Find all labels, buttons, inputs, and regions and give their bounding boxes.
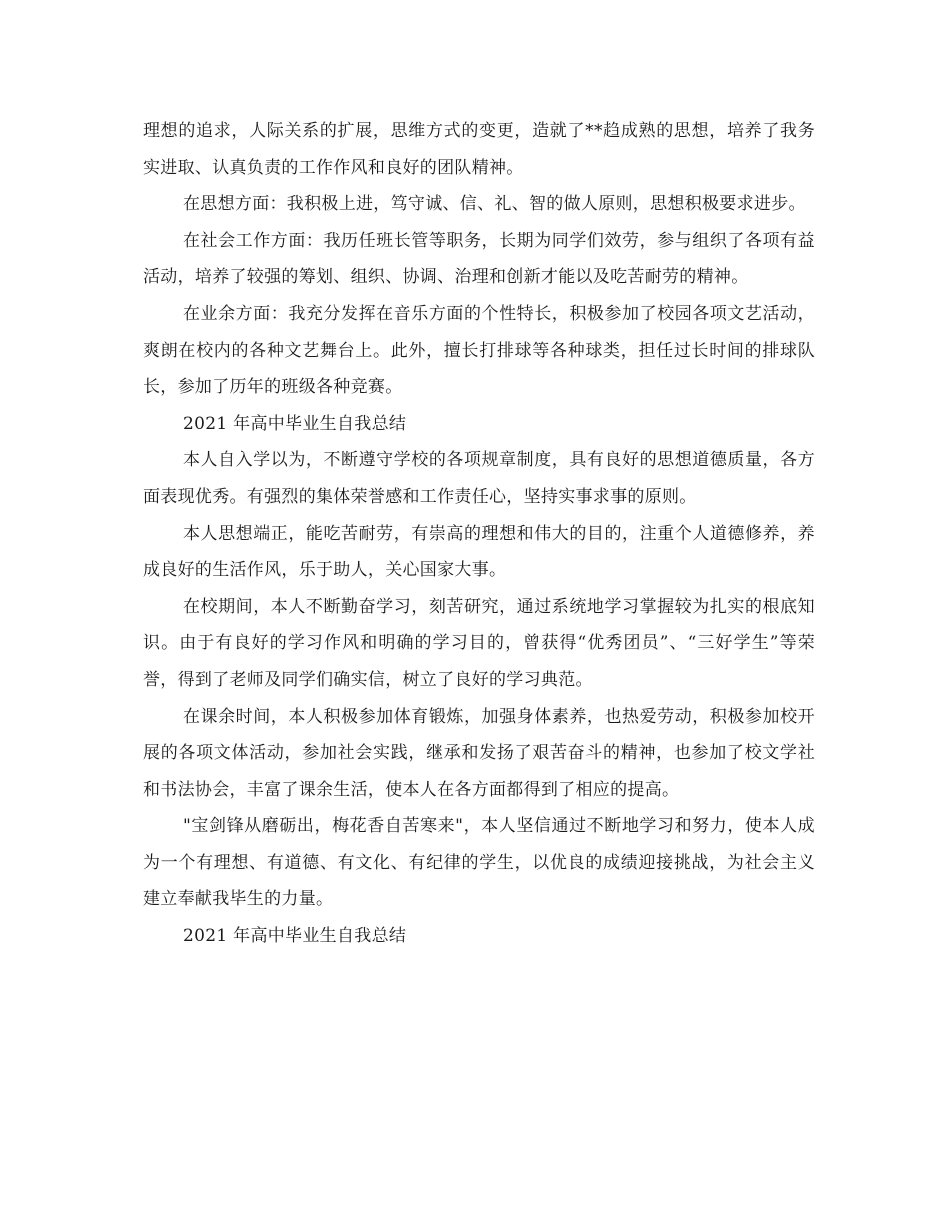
- paragraph-intro-continuation: 理想的追求，人际关系的扩展，思维方式的变更，造就了**趋成熟的思想，培养了我务实进取、认真负责的工作作风和良好的团队精神。: [143, 121, 815, 178]
- section-heading: 2021 年高中毕业生自我总结: [183, 926, 407, 947]
- document-body: [143, 113, 815, 955]
- paragraph-leisure: 在业余方面：我充分发挥在音乐方面的个性特长，积极参加了校园各项文艺活动，爽朗在校内的各种文艺舞台上。此外，擅长打排球等各种球类，担任过长时间的排球队长，参加了历年的班级各种竞赛。: [143, 303, 815, 398]
- section-heading: 2021 年高中毕业生自我总结: [183, 413, 407, 434]
- paragraph-extracurricular: 在课余时间，本人积极参加体育锻炼，加强身体素养，也热爱劳动，积极参加校开展的各项文体活动，参加社会实践，继承和发扬了艰苦奋斗的精神，也参加了校文学社和书法协会，丰富了课余生活，使本人在各方面都得到了相应的提高。: [143, 706, 815, 800]
- paragraph-study: 在校期间，本人不断勤奋学习，刻苦研究，通过系统地学习掌握较为扎实的根底知识。由于有良好的学习作风和明确的学习目的，曾获得“优秀团员”、“三好学生”等荣誉，得到了老师及同学们确实信，树立了良好的学习典范。: [143, 596, 815, 690]
- paragraph-motto: "宝剑锋从磨砺出，梅花香自苦寒来"，本人坚信通过不断地学习和努力，使本人成为一个有理想、有道德、有文化、有纪律的学生，以优良的成绩迎接挑战，为社会主义建立奉献我毕生的力量。: [143, 816, 815, 910]
- paragraph-character: 本人思想端正，能吃苦耐劳，有崇高的理想和伟大的目的，注重个人道德修养，养成良好的生活作风，乐于助人，关心国家大事。: [143, 523, 815, 581]
- paragraph-thought: 在思想方面：我积极上进，笃守诚、信、礼、智的做人原则，思想积极要求进步。: [183, 194, 806, 215]
- paragraph-social-work: 在社会工作方面：我历任班长管等职务，长期为同学们效劳，参与组织了各项有益活动，培养了较强的筹划、组织、协调、治理和创新才能以及吃苦耐劳的精神。: [143, 230, 815, 288]
- paragraph-school-rules: 本人自入学以为，不断遵守学校的各项规章制度，具有良好的思想道德质量，各方面表现优秀。有强烈的集体荣誉感和工作责任心，坚持实事求事的原则。: [143, 450, 815, 507]
